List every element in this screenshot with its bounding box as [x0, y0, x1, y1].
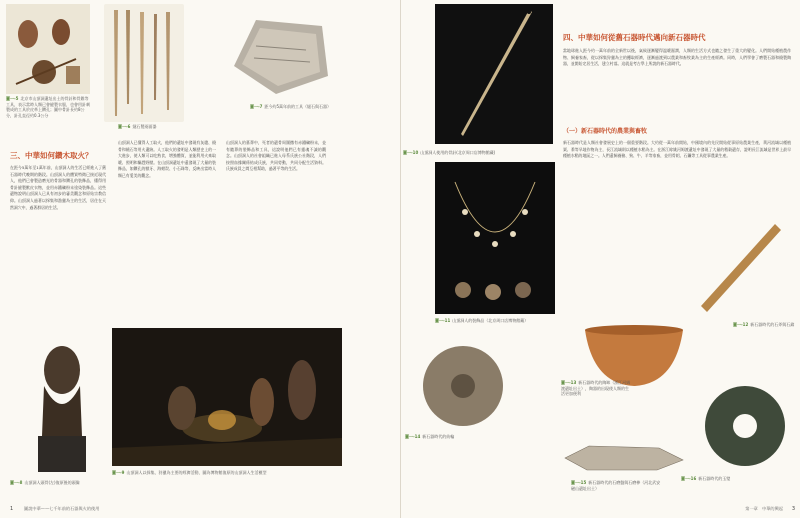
left-footer: 圖說中華——七千年前的石器與火的使用 [24, 506, 100, 511]
right-page [400, 0, 800, 518]
figure-5-illustration [6, 4, 90, 94]
figure-16-text: 新石器時代的玉璧 [698, 476, 731, 481]
figure-5-text: 北京市山頂洞遺址出土的骨針和骨錐等工具，表示當時人類已會縫製衣服，也會用針刺製成的工具於皮革上鑽孔；圖中骨針長約8公分，針孔直徑約0.3公分 [6, 96, 90, 118]
figure-8-number: 圖一-8 [10, 480, 23, 485]
figure-12-stone-tool [683, 216, 793, 316]
figure-15-grinding-stone [559, 440, 689, 476]
figure-10-text: 山頂洞人使用的骨針(北京周口店博物館藏) [420, 150, 496, 155]
figure-10-number: 圖一-10 [403, 150, 419, 155]
figure-11-text: 山頂洞人的裝飾品（北京周口店博物館藏） [452, 318, 529, 323]
figure-6-caption [118, 124, 198, 130]
figure-15-caption [571, 480, 661, 491]
figure-12-caption [733, 322, 797, 328]
figure-7-number: 圖一-7 [250, 104, 263, 109]
figure-15-text: 新石器時代的石磨盤與石磨棒（河北武安磁山遺址出土） [571, 480, 661, 491]
figure-7-caption [250, 104, 340, 110]
figure-13-text: 新石器時代的陶缽（浙江河姆渡遺址出土），陶器的出現使人類的生活更加便利 [561, 380, 631, 396]
body-paragraph: 新石器時代是人類社會發展史上的一個重要階段。大約從一萬年前開始，中國境內的先民開始從事原始農業生產，黃河流域以種植粟、黍等旱地作物為主，長江流域則以種植水稻為主。在浙江餘姚河姆渡遺址中發現了大量的稻穀遺存，證明長江流域是世界上最早種植水稻的地區之一。人們還飼養豬、狗、牛、羊等家畜，並用骨耜、石鐮等工具從事農業生產。 [563, 140, 791, 159]
figure-16-caption [681, 476, 793, 482]
section-title: 三、中華如何鑽木取火？ [10, 151, 93, 160]
right-page-number: 3 [791, 506, 795, 512]
figure-6-tools [104, 4, 184, 122]
left-page-number: 1 [10, 506, 14, 512]
figure-16-number: 圖一-16 [681, 476, 697, 481]
figure-12-text: 新石器時代的石斧與石錛 [750, 322, 795, 327]
subsection-title: （一）新石器時代的農業與畜牧 [563, 128, 648, 135]
text-column-2: 山頂洞人已懂得人工取火，他們的遺址中發現有灰燼、燒骨和燒石等用火遺跡。人工取火的發明是人類歷史上的一大進步，使人類可以吃熟食，增強體質，並能利用火來取暖、照明和驅趕野獸。在山頂洞遺址中還發現了大量的裝飾品，如鑽孔的獸牙、海蚶殼、小石珠等，反映出當時人類已有愛美的觀念。 [118, 140, 216, 178]
text-column-3: 山頂洞人的墓葬中，死者的遺骨周圍撒有赤鐵礦粉末，並有隨葬的裝飾品和工具，這說明他們已有靈魂不滅的觀念。山頂洞人的社會組織已進入母系氏族公社階段，人們按照血緣關係結成氏族，共同勞動，共同分配生活資料。氏族成員之間互相幫助，過著平等的生活。 [226, 140, 326, 172]
figure-8-caption [10, 480, 98, 486]
figure-7-text: 距今約5萬年前的工具（燧石與石器） [264, 104, 331, 109]
figure-6-number: 圖一-6 [118, 124, 131, 129]
figure-9-number: 圖一-9 [112, 470, 125, 475]
figure-8-skull-bust [30, 326, 94, 476]
figure-12-number: 圖一-12 [733, 322, 749, 327]
figure-10-bone-needle [435, 4, 553, 144]
figure-8-text: 山頂洞人頭骨(左)復原後的頭像 [24, 480, 80, 485]
figure-11-caption [435, 318, 555, 324]
figure-15-number: 圖一-15 [571, 480, 587, 485]
figure-14-number: 圖一-14 [405, 434, 421, 439]
figure-14-spindle-whorl [415, 340, 515, 430]
figure-9-text: 山頂洞人以採集、狩獵為主要的經濟活動，圖為博物館復原的山頂洞人生活模型 [126, 470, 267, 475]
chapter-section-title: 四、中華如何從舊石器時代邁向新石器時代 [563, 33, 706, 42]
figure-10-caption [403, 150, 513, 156]
figure-5-number: 圖一-5 [6, 96, 19, 101]
figure-7-stone-slab [226, 6, 334, 100]
figure-14-caption [405, 434, 525, 440]
figure-11-ornaments [435, 162, 555, 314]
figure-11-number: 圖一-11 [435, 318, 451, 323]
figure-13-number: 圖一-13 [561, 380, 577, 385]
intro-paragraph: 當地球進入距今約一萬年前的全新世以後，氣候逐漸變得溫暖濕潤，人類的生活方式也隨之發生了重大的變化。人們開始種植農作物、飼養家畜，從以採集狩獵為主的攫取經濟，逐漸過渡到以農業和畜牧業為主的生產經濟。同時，人們學會了磨製石器和燒製陶器，並開始定居生活，建立村落。這就是考古學上所說的新石器時代。 [563, 48, 791, 67]
figure-16-jade-disc [695, 380, 795, 472]
figure-14-text: 新石器時代的紡輪 [422, 434, 455, 439]
figure-6-text: 燧石製兩面器 [132, 124, 157, 129]
figure-9-caption [112, 470, 342, 476]
figure-9-cave-diorama [112, 328, 342, 466]
figure-13-caption [561, 380, 631, 397]
text-column-1: 在距今5萬年至1萬年前，山頂洞人的生活已經進入了舊石器時代晚期的階段。山頂洞人的體質特徵已接近現代人，他們已會製造磨光的骨器和鑽孔的裝飾品，懂得用骨針縫製獸皮衣物，並用赤鐵礦粉末塗染裝飾品。這些遺物說明山頂洞人已具有初步的審美觀念和原始宗教信仰。山頂洞人過著以採集和漁獵為主的生活，居住在天然洞穴中，過著群居的生活。 [10, 165, 106, 210]
figure-5-caption [6, 96, 90, 118]
right-footer: 第一章 中華的興起 [745, 506, 783, 511]
